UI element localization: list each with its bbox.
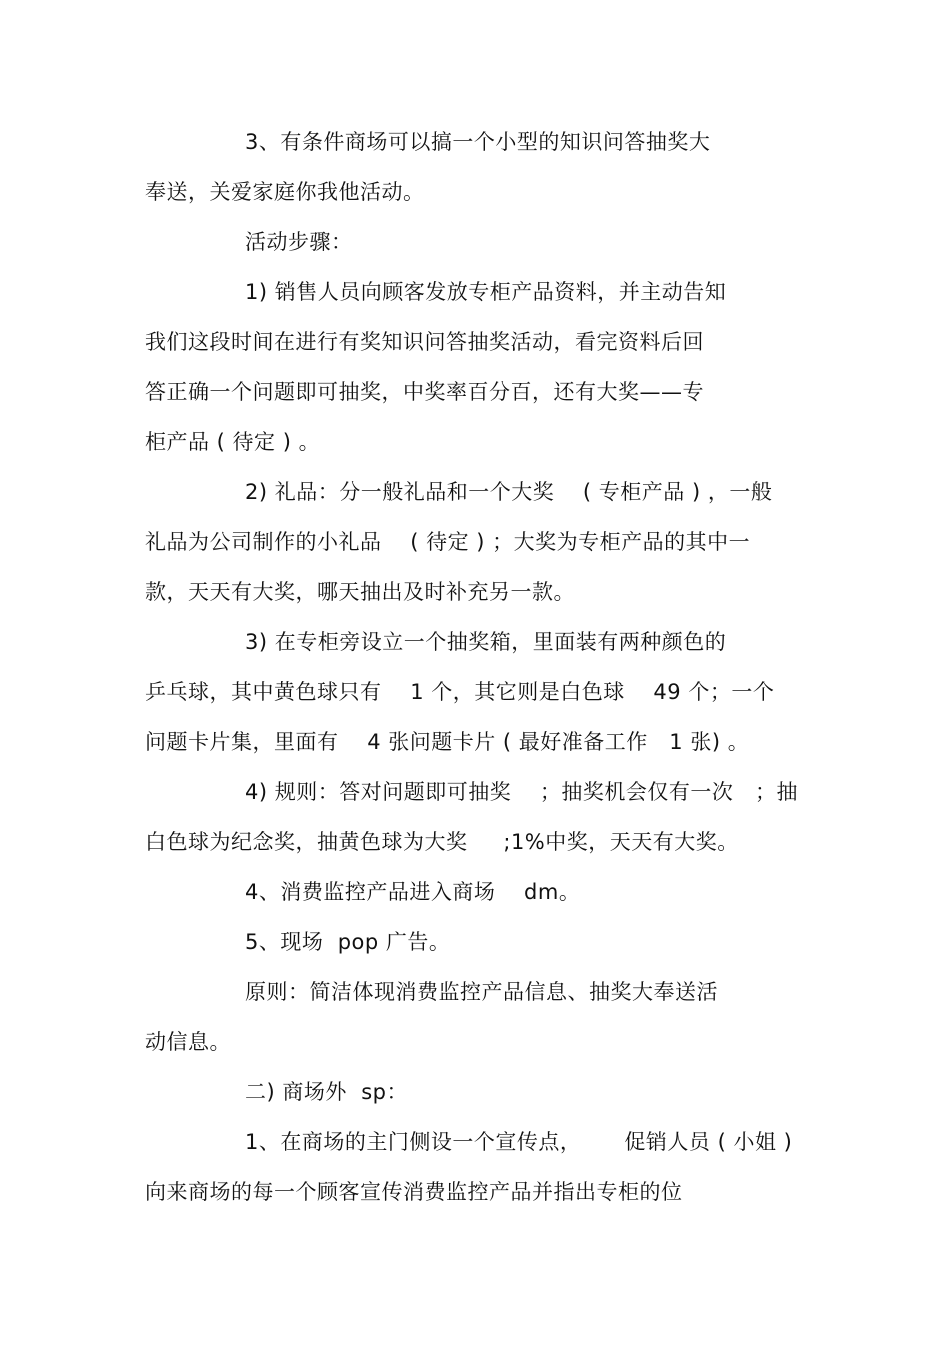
paragraph-line: 活动步骤： [245, 230, 353, 254]
paragraph-line: 1、在商场的主门侧设一个宣传点， 促销人员 ( 小姐 ) [245, 1130, 793, 1154]
paragraph-line: 4) 规则：答对问题即可抽奖 ；抽奖机会仅有一次 ；抽 [245, 780, 798, 804]
paragraph-line: 答正确一个问题即可抽奖，中奖率百分百，还有大奖——专 [145, 380, 704, 404]
paragraph-line: 柜产品 ( 待定 ) 。 [145, 430, 321, 454]
paragraph-line: 二) 商场外 sp： [245, 1080, 408, 1104]
paragraph-line: 动信息。 [145, 1030, 231, 1054]
paragraph-line: 5、现场 pop 广告。 [245, 930, 451, 954]
paragraph-line: 白色球为纪念奖，抽黄色球为大奖 ;1%中奖，天天有大奖。 [145, 830, 739, 854]
paragraph-line: 向来商场的每一个顾客宣传消费监控产品并指出专柜的位 [145, 1180, 683, 1204]
paragraph-line: 1) 销售人员向顾客发放专柜产品资料，并主动告知 [245, 280, 727, 304]
paragraph-line: 奉送，关爱家庭你我他活动。 [145, 180, 425, 204]
paragraph-line: 问题卡片集，里面有 4 张问题卡片 ( 最好准备工作 1 张) 。 [145, 730, 750, 754]
paragraph-line: 3) 在专柜旁设立一个抽奖箱，里面装有两种颜色的 [245, 630, 727, 654]
paragraph-line: 乒乓球，其中黄色球只有 1 个，其它则是白色球 49 个；一个 [145, 680, 775, 704]
paragraph-line: 3、有条件商场可以搞一个小型的知识问答抽奖大 [245, 130, 711, 154]
paragraph-line: 款，天天有大奖，哪天抽出及时补充另一款。 [145, 580, 575, 604]
paragraph-line: 礼品为公司制作的小礼品 ( 待定 ) ；大奖为专柜产品的其中一 [145, 530, 751, 554]
paragraph-line: 原则：简洁体现消费监控产品信息、抽奖大奉送活 [245, 980, 718, 1004]
paragraph-line: 4、消费监控产品进入商场 dm。 [245, 880, 581, 904]
paragraph-line: 我们这段时间在进行有奖知识问答抽奖活动，看完资料后回 [145, 330, 704, 354]
paragraph-line: 2) 礼品：分一般礼品和一个大奖 ( 专柜产品 ) ，一般 [245, 480, 773, 504]
